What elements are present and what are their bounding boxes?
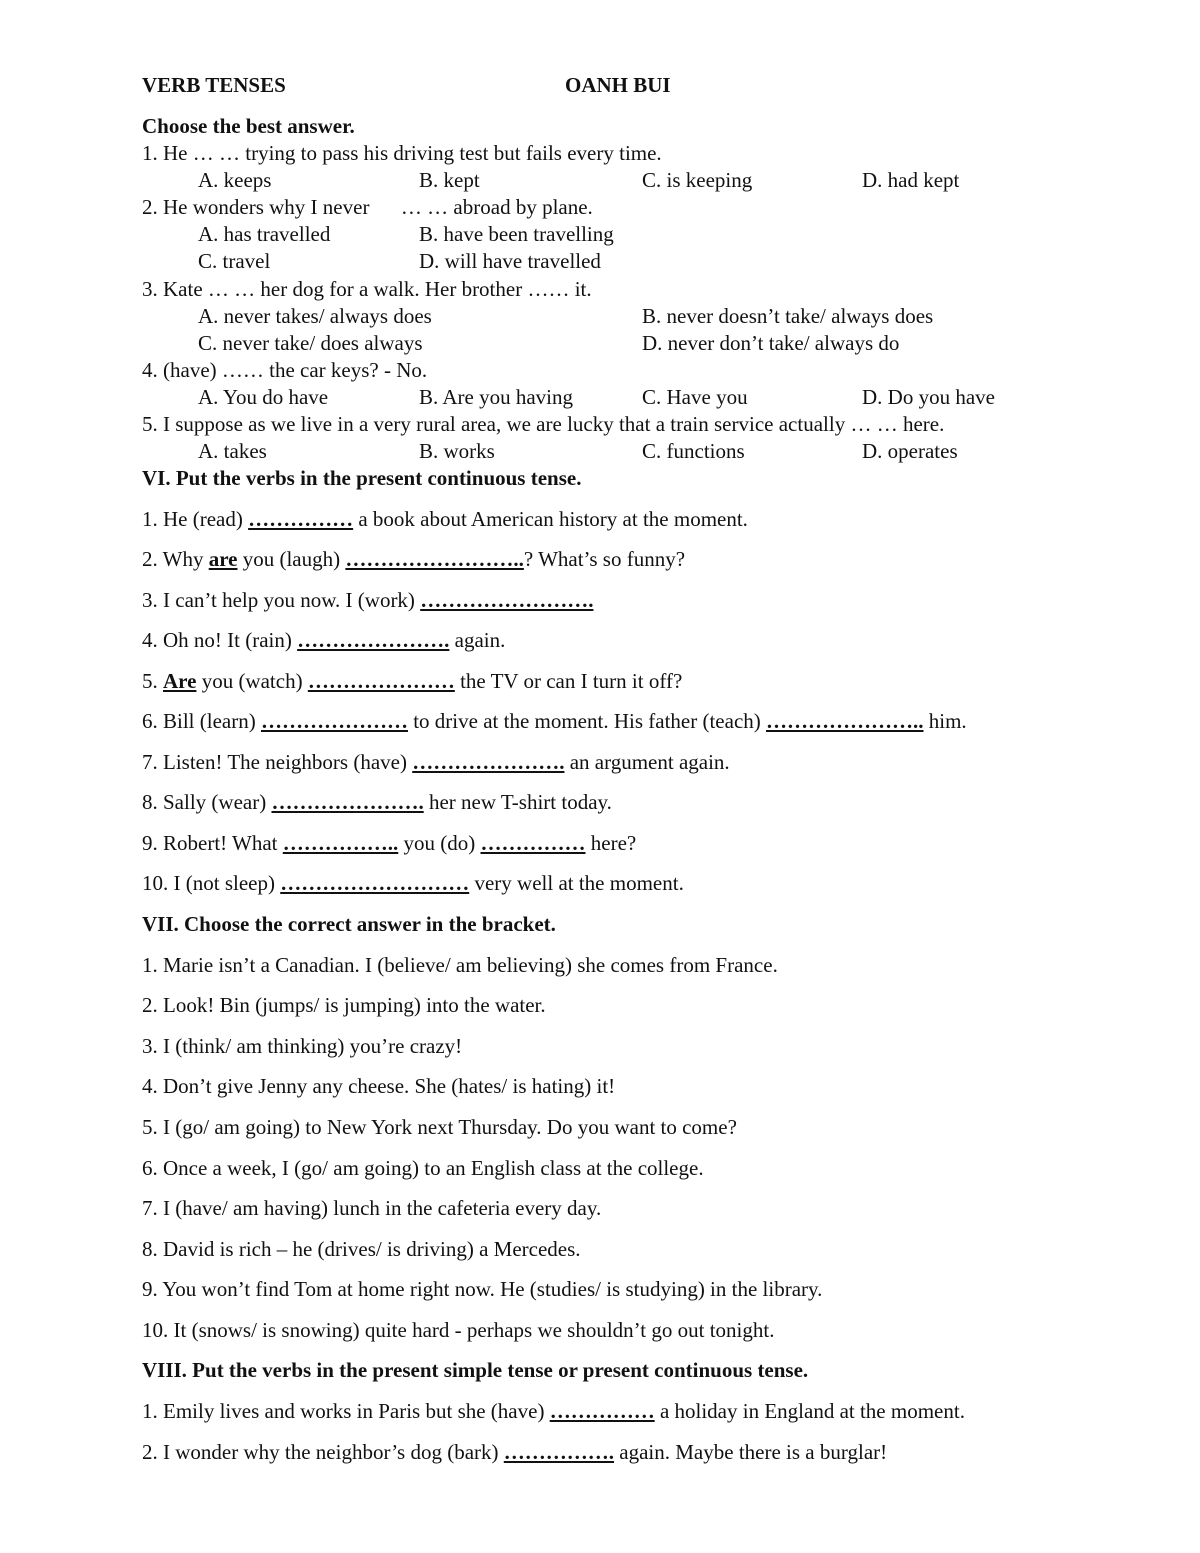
s6-item-10 [142,873,684,894]
s7-item-9: 9. You won’t find Tom at home right now. He (studies/ is studying) in the library. [142,1277,823,1301]
mc-q5-option-b: B. works [419,439,495,463]
item-text: 5. [142,669,163,693]
answer-blank[interactable]: …………………….. [345,547,524,571]
s7-item-3: 3. I (think/ am thinking) you’re crazy! [142,1034,463,1058]
answer-blank[interactable]: ……………. [503,1440,615,1464]
answer-blank[interactable]: ………………… [307,669,455,693]
mc-q5-option-a: A. takes [198,439,267,463]
answer-blank[interactable]: …………………. [412,750,565,774]
mc-question-5: 5. I suppose as we live in a very rural area, we are lucky that a train service actually … … here. [142,412,945,436]
answer-blank[interactable]: ………………… [260,709,408,733]
mc-question-1: 1. He … … trying to pass his driving test but fails every time. [142,141,662,165]
item-text: to drive at the moment. His father (teach) [407,709,767,733]
item-text: 1. Emily lives and works in Paris but she (have) [142,1399,550,1423]
mc-q1-option-d: D. had kept [862,168,960,192]
mc-question-4: 4. (have) …… the car keys? - No. [142,358,428,382]
item-text: 9. Robert! What [142,831,283,855]
mc-q2-option-c: C. travel [198,249,271,273]
answer-blank[interactable]: …………… [248,507,354,531]
item-text: 1. He (read) [142,507,249,531]
mc-q1-option-a: A. keeps [198,168,272,192]
mc-q4-option-b: B. Are you having [419,385,573,409]
item-text: ? What’s so funny? [523,547,686,571]
item-text: 8. Sally (wear) [142,790,272,814]
mc-q3-option-d: D. never don’t take/ always do [642,331,900,355]
author-name: OANH BUI [565,73,671,97]
answer-blank[interactable]: …………… [549,1399,655,1423]
mc-question-3: 3. Kate … … her dog for a walk. Her brother …… it. [142,277,592,301]
mc-q4-option-a: A. You do have [198,385,329,409]
item-text: a holiday in England at the moment. [654,1399,965,1423]
item-text: very well at the moment. [469,871,684,895]
mc-q4-option-d: D. Do you have [862,385,995,409]
item-text: you (watch) [196,669,308,693]
answer-blank[interactable]: ………………….. [766,709,924,733]
item-text: her new T-shirt today. [423,790,612,814]
answer-blank[interactable]: …………………. [271,790,424,814]
answer-blank[interactable]: …………………. [297,628,450,652]
s7-item-1: 1. Marie isn’t a Canadian. I (believe/ am believing) she comes from France. [142,953,778,977]
mc-q3-option-b: B. never doesn’t take/ always does [642,304,934,328]
item-text: 4. Oh no! It (rain) [142,628,298,652]
mc-q5-option-c: C. functions [642,439,745,463]
s7-item-10: 10. It (snows/ is snowing) quite hard - perhaps we shouldn’t go out tonight. [142,1318,775,1342]
item-text: again. Maybe there is a burglar! [614,1440,888,1464]
item-text: an argument again. [564,750,730,774]
mc-question-2: 2. He wonders why I never … … abroad by plane. [142,195,593,219]
s6-item-1 [142,509,748,530]
mc-q1-option-c: C. is keeping [642,168,753,192]
item-text: 2. Why [142,547,209,571]
item-text: 10. I (not sleep) [142,871,281,895]
s6-item-4 [142,630,505,651]
answer-blank[interactable]: ……………………. [420,588,594,612]
mc-heading: Choose the best answer. [142,114,355,138]
s7-item-8: 8. David is rich – he (drives/ is driving) a Mercedes. [142,1237,581,1261]
s7-item-2: 2. Look! Bin (jumps/ is jumping) into the water. [142,993,546,1017]
mc-q5-option-d: D. operates [862,439,958,463]
emphasized-word: Are [163,669,197,693]
item-text: 3. I can’t help you now. I (work) [142,588,421,612]
s6-item-8 [142,792,612,813]
s6-item-6 [142,711,967,732]
s6-item-3 [142,590,593,611]
mc-q2-option-a: A. has travelled [198,222,331,246]
item-text: him. [923,709,967,733]
section-viii-heading: VIII. Put the verbs in the present simple tense or present continuous tense. [142,1358,809,1382]
answer-blank[interactable]: ……………………… [280,871,470,895]
mc-q3-option-a: A. never takes/ always does [198,304,432,328]
item-text: you (do) [398,831,481,855]
item-text: the TV or can I turn it off? [454,669,683,693]
mc-q4-option-c: C. Have you [642,385,748,409]
worksheet-title: VERB TENSES [142,73,286,97]
mc-q1-option-b: B. kept [419,168,480,192]
s6-item-7 [142,752,730,773]
emphasized-word: are [208,547,238,571]
section-vii-heading: VII. Choose the correct answer in the bracket. [142,912,556,936]
s6-item-2 [142,549,685,570]
s7-item-4: 4. Don’t give Jenny any cheese. She (hates/ is hating) it! [142,1074,616,1098]
s8-item-1 [142,1401,965,1422]
section-vi-heading: VI. Put the verbs in the present continuous tense. [142,466,582,490]
item-text: 7. Listen! The neighbors (have) [142,750,413,774]
s7-item-7: 7. I (have/ am having) lunch in the cafeteria every day. [142,1196,602,1220]
item-text: 6. Bill (learn) [142,709,261,733]
s7-item-6: 6. Once a week, I (go/ am going) to an English class at the college. [142,1156,704,1180]
answer-blank[interactable]: …………… [480,831,586,855]
item-text: here? [585,831,637,855]
item-text: you (laugh) [237,547,346,571]
item-text: again. [449,628,506,652]
mc-q3-option-c: C. never take/ does always [198,331,423,355]
mc-q2-option-b: B. have been travelling [419,222,614,246]
mc-q2-option-d: D. will have travelled [419,249,601,273]
item-text: a book about American history at the moment. [353,507,748,531]
s7-item-5: 5. I (go/ am going) to New York next Thursday. Do you want to come? [142,1115,737,1139]
item-text: 2. I wonder why the neighbor’s dog (bark) [142,1440,504,1464]
s8-item-2 [142,1442,887,1463]
s6-item-5 [142,671,682,692]
answer-blank[interactable]: …………….. [282,831,399,855]
s6-item-9 [142,833,636,854]
